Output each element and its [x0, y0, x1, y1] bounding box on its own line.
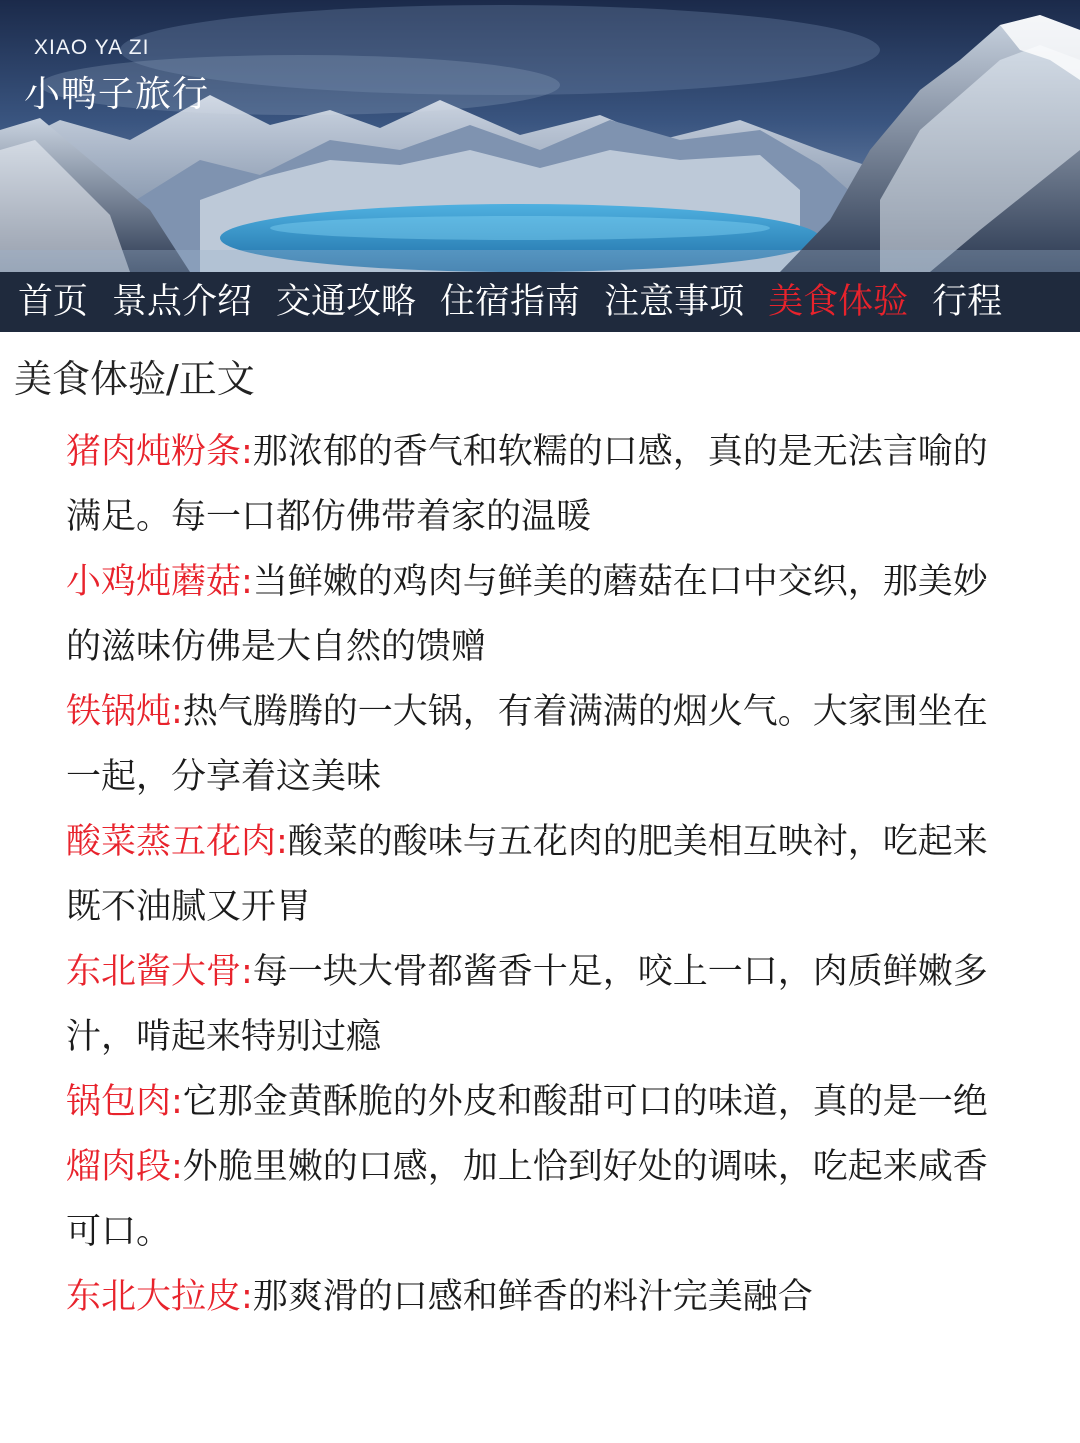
food-description: 它那金黄酥脆的外皮和酸甜可口的味道，真的是一绝: [182, 1082, 988, 1122]
food-name: 酸菜蒸五花肉:: [66, 822, 288, 862]
food-name: 东北大拉皮:: [66, 1277, 253, 1317]
food-item: [66, 810, 996, 940]
food-item: [66, 1070, 996, 1135]
food-item: [66, 420, 996, 550]
food-description: 酸菜的酸味与五花肉的肥美相互映衬，吃起来既不油腻又开胃: [66, 822, 988, 927]
main-nav: [0, 272, 1080, 332]
food-item: [66, 550, 996, 680]
food-name: 小鸡炖蘑菇:: [66, 562, 253, 602]
food-name: 猪肉炖粉条:: [66, 432, 253, 472]
nav-item-transport[interactable]: 交通攻略: [276, 282, 417, 322]
food-name: 东北酱大骨:: [66, 952, 253, 992]
nav-item-food[interactable]: 美食体验: [768, 282, 909, 322]
food-item: [66, 1265, 996, 1330]
food-item: [66, 940, 996, 1070]
food-description: 当鲜嫩的鸡肉与鲜美的蘑菇在口中交织，那美妙的滋味仿佛是大自然的馈赠: [66, 562, 988, 667]
breadcrumb: 美食体验/正文: [14, 357, 255, 401]
food-name: 熘肉段:: [66, 1147, 183, 1187]
mountain-lake-image: [0, 0, 1080, 272]
food-description: 外脆里嫩的口感，加上恰到好处的调味，吃起来咸香可口。: [66, 1147, 988, 1252]
food-name: 铁锅炖:: [66, 692, 183, 732]
food-description: 每一块大骨都酱香十足，咬上一口，肉质鲜嫩多汁，啃起来特别过瘾: [66, 952, 988, 1057]
food-description: 那爽滑的口感和鲜香的料汁完美融合: [252, 1277, 813, 1317]
food-list: [66, 420, 996, 1330]
nav-item-itinerary[interactable]: 行程: [932, 282, 1003, 322]
nav-item-attractions[interactable]: 景点介绍: [112, 282, 253, 322]
brand-chinese: 小鸭子旅行: [24, 74, 210, 115]
nav-item-notices[interactable]: 注意事项: [604, 282, 745, 322]
nav-item-home[interactable]: 首页: [18, 282, 89, 322]
food-name: 锅包肉:: [66, 1082, 183, 1122]
header-banner: [0, 0, 1080, 272]
food-item: [66, 1135, 996, 1265]
food-description: 那浓郁的香气和软糯的口感，真的是无法言喻的满足。每一口都仿佛带着家的温暖: [66, 432, 988, 537]
food-description: 热气腾腾的一大锅，有着满满的烟火气。大家围坐在一起，分享着这美味: [66, 692, 988, 797]
food-item: [66, 680, 996, 810]
nav-item-accommodation[interactable]: 住宿指南: [440, 282, 581, 322]
brand-english: XIAO YA ZI: [34, 36, 150, 59]
